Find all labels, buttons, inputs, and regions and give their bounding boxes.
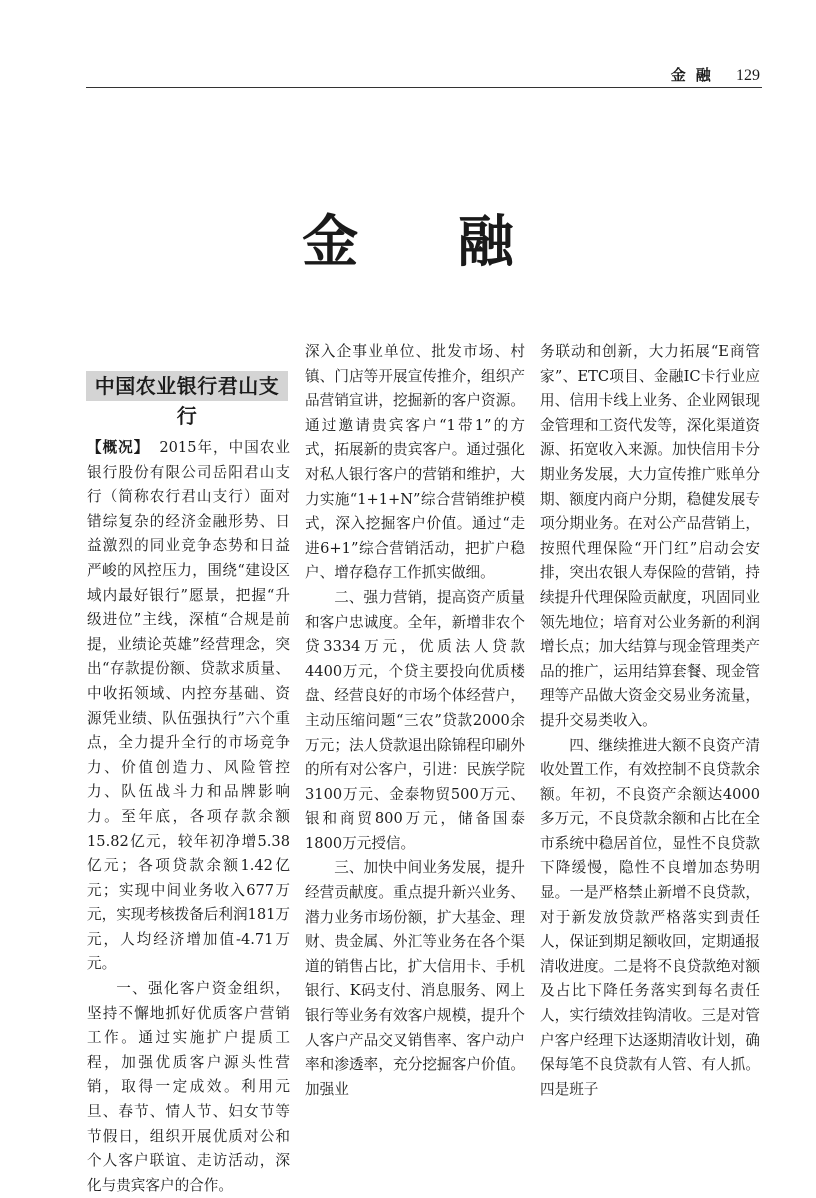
column-3 — [540, 340, 760, 1102]
section-title: 中国农业银行君山支行 — [86, 371, 288, 401]
overview-lead: 【概况】 — [87, 439, 150, 456]
running-head-section: 金融 — [670, 66, 721, 84]
paragraph: 四、继续推进大额不良资产清收处置工作，有效控制不良贷款余额。年初，不良资产余额达4000多万元，不良贷款余额和占比在全市系统中稳居首位，显性不良贷款下降缓慢，隐性不良增加态势明显。一是严格禁止新增不良贷款，对于新发放贷款严格落实到责任人，保证到期足额收回，定期通报清收进度。二是将不良贷款绝对额及占比下降任务落实到每名责任人，实行绩效挂钩清收。三是对管户客户经理下达逐期清收计划，确保每笔不良贷款有人管、有人抓。四是班子 — [540, 736, 760, 1098]
chapter-title: 金 融 — [302, 209, 554, 275]
overview-text: 2015年，中国农业银行股份有限公司岳阳君山支行（简称农行君山支行）面对错综复杂的经济金融形势、日益激烈的同业竞争态势和日益严峻的风控压力，围绕“建设区域内最好银行”愿景，把握“升级进位”主线，深植“合规是前提，业绩论英雄”经营理念，突出“存款提份额、贷款求质量、中收拓领域、内控夯基础、资源凭业绩、队伍强执行”六个重点，全力提升全行的市场竞争力、价值创造力、风险管控力、队伍战斗力和品牌影响力。至年底，各项存款余额15.82亿元，较年初净增5.38亿元；各项贷款余额1.42亿元；实现中间业务收入677万元，实现考核拨备后利润181万元，人均经济增加值-4.71万元。 — [87, 439, 290, 973]
header-rule — [86, 87, 762, 88]
paragraph: 三、加快中间业务发展，提升经营贡献度。重点提升新兴业务、潜力业务市场份额，扩大基金、理财、贵金属、外汇等业务在各个渠道的销售占比，扩大信用卡、手机银行、K码支付、消息服务、网上银行等业务有效客户规模，提升个人客户产品交叉销售率、客户动户率和渗透率，充分挖掘客户价值。加强业 — [305, 859, 525, 1098]
paragraph: 深入企事业单位、批发市场、村镇、门店等开展宣传推介，组织产品营销宣讲，挖掘新的客户资源。通过邀请贵宾客户“1带1”的方式，拓展新的贵宾客户。通过强化对私人银行客户的营销和维护，大力实施“1+1+N”综合营销维护模式，深入挖掘客户价值。通过“走进6+1”综合营销活动，把扩户稳户、增存稳存工作抓实做细。 — [305, 343, 525, 582]
column-2 — [305, 340, 525, 1102]
column-1 — [87, 436, 290, 1198]
paragraph: 务联动和创新，大力拓展“E商管家”、ETC项目、金融IC卡行业应用、信用卡线上业务、企业网银现金管理和工资代发等，深化渠道资源、拓宽收入来源。加快信用卡分期业务发展，大力宣传推广账单分期、额度内商户分期，稳健发展专项分期业务。在对公产品营销上，按照代理保险“开门红”启动会安排，突出农银人寿保险的营销，持续提升代理保险贡献度，巩固同业领先地位；培育对公业务新的利润增长点；加大结算与现金管理类产品的推广，运用结算套餐、现金管理等产品做大资金交易业务流量，提升交易类收入。 — [540, 343, 760, 729]
paragraph: 二、强力营销，提高资产质量和客户忠诚度。全年，新增非农个贷3334万元，优质法人贷款4400万元，个贷主要投向优质楼盘、经营良好的市场个体经营户，主动压缩问题“三农”贷款2000余万元；法人贷款退出除锦程印刷外的所有对公客户，引进：民族学院3100万元、金泰物贸500万元、银和商贸800万元，储备国泰1800万元授信。 — [305, 588, 525, 852]
running-head — [600, 64, 760, 85]
page-number: 129 — [736, 67, 760, 84]
paragraph: 一、强化客户资金组织，坚持不懈地抓好优质客户营销工作。通过实施扩户提质工程，加强优质客户源头性营销，取得一定成效。利用元旦、春节、情人节、妇女节等节假日，组织开展优质对公和个人客户联谊、走访活动，深化与贵宾客户的合作。 — [87, 980, 290, 1194]
paragraph-overview — [87, 436, 290, 977]
